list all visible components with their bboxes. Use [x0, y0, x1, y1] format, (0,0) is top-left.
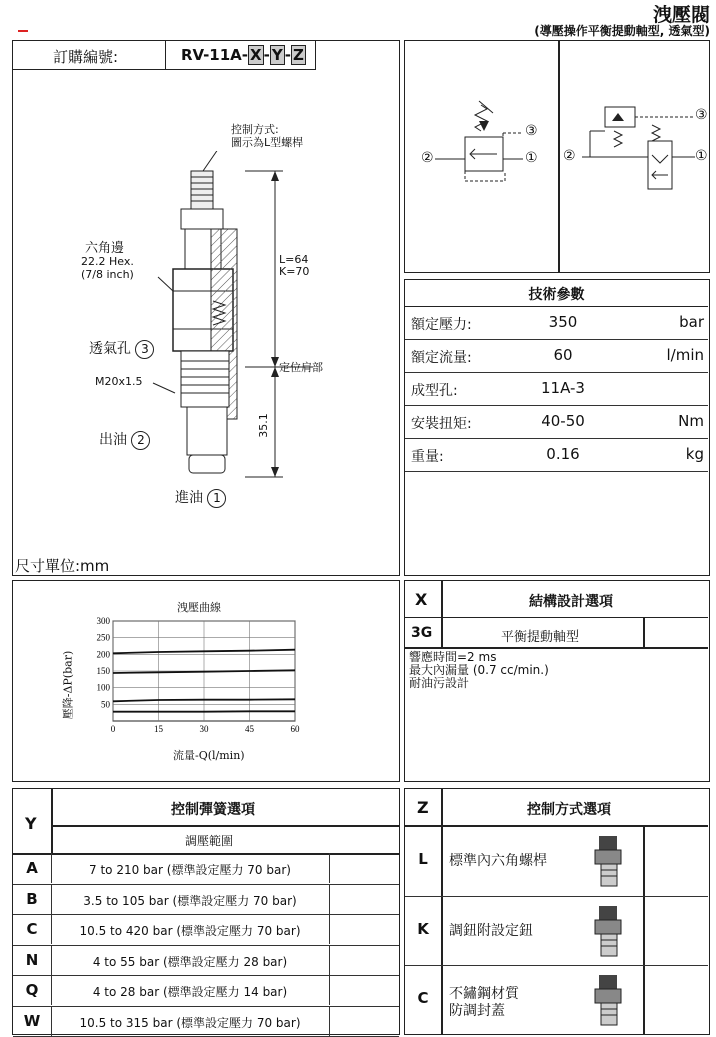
spec-value: 40-50	[541, 412, 585, 430]
x-note-1: 響應時間=2 ms	[409, 650, 497, 664]
z-header: Z	[417, 798, 429, 817]
y-title: 控制彈簧選項	[171, 802, 255, 818]
drawing-panel	[12, 40, 400, 576]
spec-unit: l/min	[666, 346, 704, 364]
curve-ylabel: 壓降-ΔP(bar)	[61, 650, 75, 720]
y-option-row	[13, 914, 399, 946]
y-option-code: Q	[25, 981, 39, 999]
pressure-flow-chart	[83, 615, 313, 745]
inlet-label: 進油 1	[175, 487, 226, 508]
y-option-code: C	[26, 920, 38, 938]
z-title: 控制方式選項	[527, 802, 611, 818]
hex-label-1: 六角邊	[85, 241, 125, 256]
y-tick-label: 100	[96, 682, 110, 693]
spec-row	[405, 306, 708, 340]
z-option-code: K	[417, 919, 429, 938]
sym1-port-3: ③	[525, 123, 538, 139]
spec-row	[405, 405, 708, 439]
z-option-code: L	[418, 850, 428, 868]
spec-row	[405, 438, 708, 472]
dim-35: 35.1	[256, 413, 270, 438]
z-option-illustration	[581, 832, 637, 890]
spec-label: 成型孔:	[411, 383, 458, 399]
unit-label: 尺寸單位:mm	[15, 557, 110, 575]
x-code: 3G	[411, 625, 433, 641]
y-tick-label: 200	[96, 649, 110, 660]
order-code: RV-11A- X - Y - Z	[181, 46, 304, 64]
x-tick-label: 0	[110, 724, 116, 734]
y-option-code: B	[26, 889, 38, 908]
spec-label: 重量:	[411, 449, 444, 465]
x-header: X	[415, 590, 428, 609]
thread-label: M20x1.5	[95, 375, 143, 388]
page-subtitle: (導壓操作平衡提動軸型, 透氣型)	[534, 24, 710, 38]
red-mark	[18, 30, 28, 32]
z-option-row	[405, 826, 708, 897]
y-option-code: A	[26, 859, 38, 877]
order-x: X	[250, 46, 262, 64]
z-option-illustration	[581, 971, 637, 1029]
sym1-port-1: ①	[525, 150, 538, 166]
spec-value: 0.16	[546, 445, 580, 463]
spec-value: 11A-3	[541, 379, 585, 397]
y-tick-label: 50	[101, 699, 110, 710]
x-note-2: 最大內漏量 (0.7 cc/min.)	[409, 663, 549, 677]
curve-panel	[12, 580, 400, 782]
x-tick-label: 30	[199, 724, 209, 734]
x-tick-label: 15	[154, 724, 163, 734]
x-desc: 平衡提動軸型	[501, 630, 580, 645]
vent-port-number: 3	[135, 340, 154, 359]
y-option-range: 10.5 to 315 bar (標準設定壓力 70 bar)	[79, 1015, 301, 1030]
sym2-port-2: ②	[563, 148, 576, 164]
spec-label: 額定壓力:	[411, 317, 472, 333]
y-option-row	[13, 975, 399, 1007]
outlet-label: 出油 2	[99, 429, 150, 450]
spec-unit: bar	[679, 313, 704, 331]
sym1-port-2: ②	[421, 150, 434, 166]
y-option-code: W	[23, 1011, 41, 1030]
z-option-row	[405, 965, 708, 1035]
z-option-illustration	[581, 902, 637, 960]
y-header: Y	[25, 814, 37, 833]
y-option-row	[13, 853, 399, 885]
y-tick-label: 300	[96, 616, 110, 626]
page-title: 洩壓閥	[652, 4, 710, 26]
control-note-1: 控制方式:	[231, 123, 279, 136]
x-tick-label: 45	[245, 724, 254, 734]
specs-panel	[404, 279, 710, 576]
x-tick-label: 60	[290, 724, 300, 734]
hydraulic-symbol-detailed	[560, 41, 710, 272]
y-subheader: 調壓範圍	[185, 834, 234, 848]
y-options-panel	[12, 788, 400, 1035]
y-option-row	[13, 1006, 399, 1037]
sym2-port-1: ①	[695, 148, 708, 164]
y-tick-label: 250	[96, 632, 110, 643]
order-label: 訂購編號:	[53, 48, 119, 66]
z-option-desc-1: 不鏽鋼材質	[449, 986, 519, 1002]
spec-label: 額定流量:	[411, 350, 472, 366]
curve-xlabel: 流量-Q(l/min)	[173, 749, 245, 762]
order-z: Z	[292, 46, 304, 64]
spec-unit: kg	[685, 445, 704, 463]
z-option-desc-1: 標準內六角螺桿	[449, 853, 547, 869]
y-option-range: 4 to 28 bar (標準設定壓力 14 bar)	[92, 985, 288, 999]
y-tick-label: 150	[96, 666, 110, 676]
spec-row	[405, 339, 708, 373]
spec-label: 安裝扭矩:	[411, 416, 472, 432]
y-option-code: N	[25, 950, 39, 969]
hex-label-2: 22.2 Hex.	[81, 255, 134, 268]
y-option-range: 3.5 to 105 bar (標準設定壓力 70 bar)	[83, 893, 297, 908]
z-option-code: C	[417, 989, 429, 1007]
y-option-range: 7 to 210 bar (標準設定壓力 70 bar)	[89, 863, 291, 877]
y-option-row	[13, 884, 399, 916]
control-note-2: 圖示為L型螺桿	[231, 136, 304, 149]
x-title: 結構設計選項	[529, 594, 613, 610]
spec-value: 60	[553, 346, 573, 364]
sym2-port-3: ③	[695, 107, 708, 123]
z-option-desc-1: 調鈕附設定鈕	[449, 922, 533, 939]
spec-value: 350	[548, 313, 578, 331]
symbol-panel	[404, 40, 710, 273]
length-l: L=64	[279, 253, 309, 266]
spec-row	[405, 372, 708, 406]
x-options-panel	[404, 580, 710, 782]
length-k: K=70	[279, 265, 310, 278]
curve-title: 洩壓曲線	[177, 601, 221, 614]
x-note-3: 耐油污設計	[409, 676, 470, 690]
vent-label: 透氣孔 3	[89, 338, 154, 359]
outlet-port-number: 2	[131, 431, 150, 450]
hex-label-3: (7/8 inch)	[81, 268, 134, 281]
locate-shoulder-label: 定位肩部	[279, 361, 323, 374]
spec-unit: Nm	[678, 412, 704, 430]
specs-heading: 技術參數	[528, 287, 585, 303]
y-option-row	[13, 945, 399, 977]
order-y: Y	[271, 46, 283, 64]
y-option-range: 10.5 to 420 bar (標準設定壓力 70 bar)	[79, 924, 301, 938]
z-options-panel	[404, 788, 710, 1035]
z-option-desc-2: 防調封蓋	[449, 1003, 505, 1019]
z-option-row	[405, 896, 708, 967]
inlet-port-number: 1	[207, 489, 226, 508]
y-option-range: 4 to 55 bar (標準設定壓力 28 bar)	[92, 954, 288, 969]
